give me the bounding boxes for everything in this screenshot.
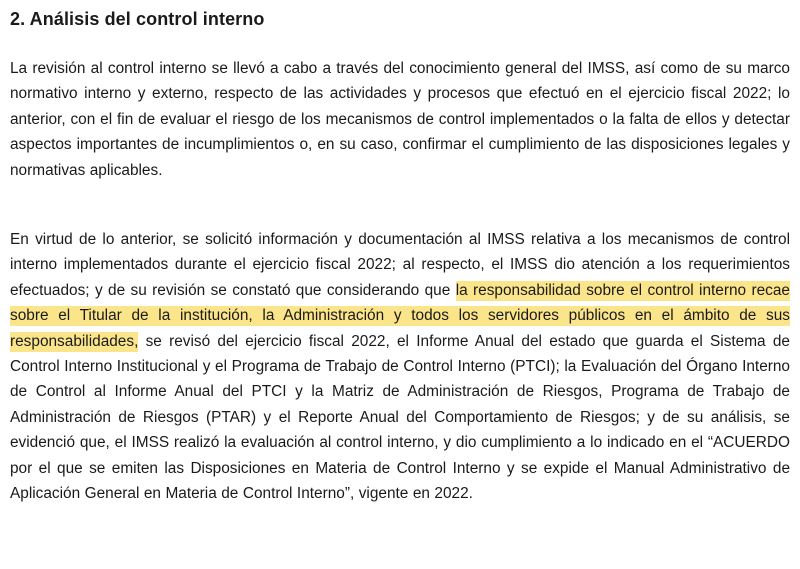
paragraph-2-text-before: En virtud de lo anterior, se solicitó información y documentación al IMSS relativa a los mecanismos de control interno implementados durante el ejercicio fiscal 2022; al respecto, el IMSS dio atención a los requerimientos efectuados; y de su revisión se constató que considerando que	[10, 231, 790, 299]
section-heading: 2. Análisis del control interno	[10, 9, 265, 29]
highlighted-text: la responsabilidad sobre el control interno recae sobre el Titular de la institución, la Administración y todos los servidores públicos en el ámbito de sus responsabilidades,	[10, 281, 790, 350]
paragraph-2	[10, 227, 790, 506]
paragraph-2-text-after: se revisó del ejercicio fiscal 2022, el Informe Anual del estado que guarda el Sistema de Control Interno Institucional y el Programa de Trabajo de Control Interno (PTCI); la Evaluación del Órgano Interno de Control al Informe Anual del PTCI y la Matriz de Administración de Riesgos, Programa de Trabajo de Administración de Riesgos (PTAR) y el Reporte Anual del Comportamiento de Riesgos; y de su análisis, se evidenció que, el IMSS realizó la evaluación al control interno, y dio cumplimiento a lo indicado en el “ACUERDO por el que se emiten las Disposiciones en Materia de Control Interno y se expide el Manual Administrativo de Aplicación General en Materia de Control Interno”, vigente en 2022.	[10, 332, 790, 503]
paragraph-1: La revisión al control interno se llevó a cabo a través del conocimiento general del IMSS, así como de su marco normativo interno y externo, respecto de las actividades y procesos que efectuó en el ejercicio fiscal 2022; lo anterior, con el fin de evaluar el riesgo de los mecanismos de control implementados o la falta de ellos y detectar aspectos importantes de incumplimientos o, en su caso, confirmar el cumplimiento de las disposiciones legales y normativas aplicables.	[10, 60, 790, 179]
document-page	[10, 0, 790, 569]
